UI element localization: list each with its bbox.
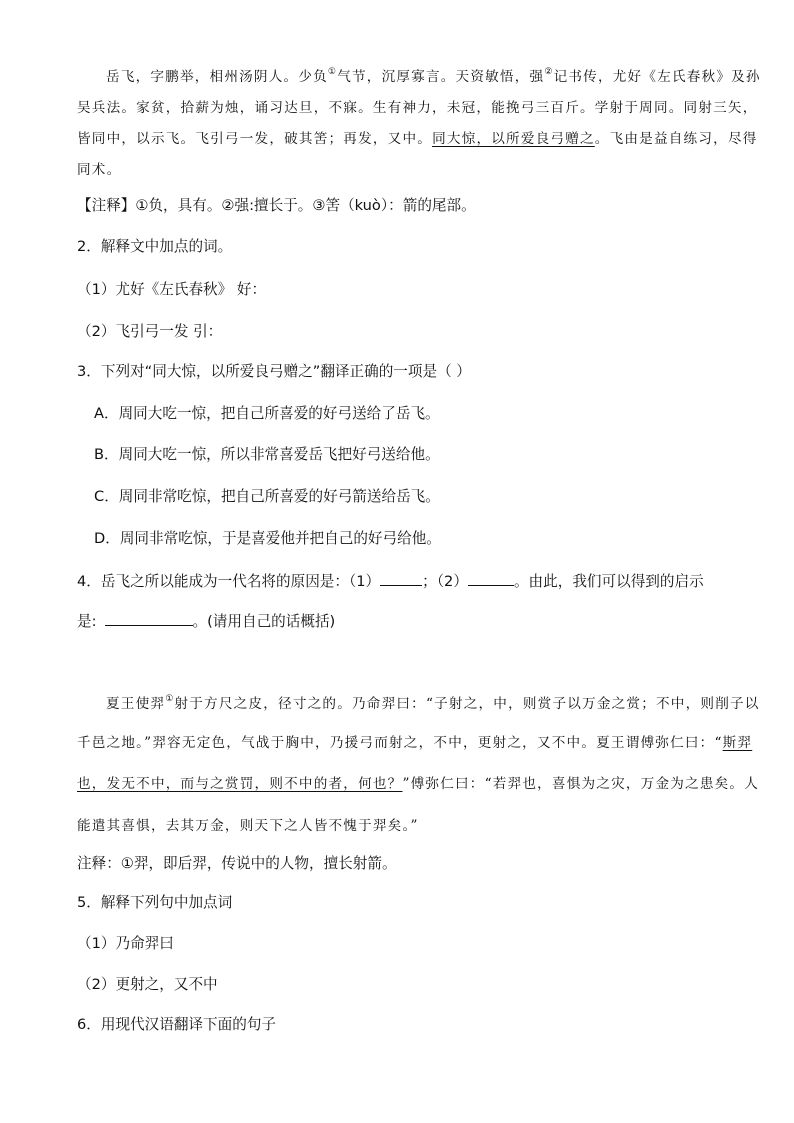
passage2-text: ”傅弥仁曰：“若羿也，喜惧为之灾，万金为之患矣。人: [402, 776, 760, 792]
passage1-text: 岳飞，字鹏举，相州汤阴人。少负: [106, 69, 328, 85]
footnote-mark: ①: [165, 694, 175, 704]
question-4-text: ；（2）: [422, 573, 468, 590]
question-4-text: 4．岳飞之所以能成为一代名将的原因是：（1）: [77, 573, 381, 590]
question-2-stem: 2．解释文中加点的词。: [77, 238, 233, 255]
underlined-sentence: 也，发无不中，而与之赏罚，则不中的者，何也？: [77, 776, 403, 792]
passage2-text: 射于方尺之皮，径寸之的。乃命羿曰：“子射之，中，则赏子以万金之赏；不中，则削子以: [174, 696, 760, 712]
passage2-text: 千邑之地。”羿容无定色，气战于胸中，乃援弓而射之，不中，更射之，又不中。夏王谓傅弥仁曰：“: [77, 735, 723, 751]
passage1-text: 记书传，尤好《左氏春秋》及孙: [553, 69, 761, 85]
annotation-note: 【注释】①负，具有。②强:擅长于。③筈（kuò）：箭的尾部。: [77, 197, 476, 214]
passage1-text: 气节，沉厚寡言。天资敏悟，强: [337, 69, 545, 85]
question-2-item-1: （1）尤好《左氏春秋》 好：: [77, 281, 267, 298]
question-3-stem: 3．下列对“同大惊，以所爱良弓赠之”翻译正确的一项是（ ）: [77, 363, 471, 380]
question-4-line1: [77, 573, 704, 590]
passage2-line4: 能遣其喜惧，去其万金，则天下之人皆不愧于羿矣。”: [77, 818, 419, 834]
question-4-text: 。由此，我们可以得到的启示: [513, 573, 704, 590]
option-b: B．周同大吃一惊，所以非常喜爱岳飞把好弓送给他。: [94, 446, 440, 463]
passage2-line3: [77, 778, 759, 792]
passage1-line2: 吴兵法。家贫，拾薪为烛，诵习达旦，不寐。生有神力，未冠，能挽弓三百斤。学射于周同。同射三矢，: [77, 100, 758, 116]
question-5-item-1: （1）乃命羿曰: [77, 935, 174, 952]
passage2-line1: [106, 694, 760, 712]
annotation-note-2: 注释：①羿，即后羿，传说中的人物，擅长射箭。: [77, 855, 397, 872]
underlined-sentence: 同大惊，以所爱良弓赠之: [432, 131, 595, 147]
footnote-mark: ②: [544, 67, 554, 77]
question-4-text: 。(请用自己的话概括): [192, 613, 336, 630]
passage2-text: 夏王使羿: [106, 696, 166, 712]
answer-blank: [380, 573, 422, 586]
option-a: A．周同大吃一惊，把自己所喜爱的好弓送给了岳飞。: [94, 405, 440, 422]
option-c: C．周同非常吃惊，把自己所喜爱的好弓箭送给岳飞。: [94, 488, 440, 505]
question-4-text: 是:: [77, 613, 97, 630]
question-4-line2: [77, 613, 335, 630]
passage2-line2: [77, 737, 752, 751]
underlined-sentence: 斯羿: [722, 735, 753, 751]
answer-blank: [468, 573, 514, 586]
question-6-stem: 6．用现代汉语翻译下面的句子: [77, 1016, 277, 1033]
option-d: D．周同非常吃惊，于是喜爱他并把自己的好弓给他。: [94, 530, 441, 547]
question-2-item-2: （2）飞引弓一发 引：: [77, 323, 223, 340]
question-5-item-2: （2）更射之，又不中: [77, 976, 218, 993]
question-5-stem: 5．解释下列句中加点词: [77, 894, 233, 911]
passage1-line1: [106, 67, 761, 85]
passage1-line4: 同术。: [77, 162, 122, 178]
answer-blank: [105, 613, 193, 626]
passage1-line3: [77, 133, 758, 147]
passage1-text: 皆同中，以示飞。飞引弓一发，破其筈；再发，又中。: [77, 131, 433, 147]
passage1-text: 。飞由是益自练习，尽得: [594, 131, 758, 147]
footnote-mark: ①: [327, 67, 338, 77]
